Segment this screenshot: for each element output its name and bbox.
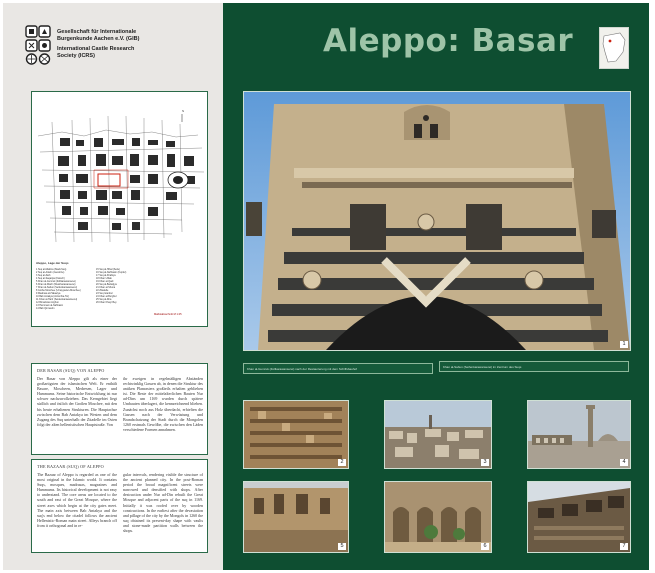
photo-4 [527,400,631,469]
legend-entry: 10 Bab Antakya (Antiochia-Tor) [36,295,69,298]
legend-entry: 2 Suq al-Attarin (Gewürze) [36,271,65,274]
legend-entry: 22 Zitadelle [96,289,109,292]
photo-1 [243,91,631,351]
org-line-1: Gesellschaft für Internationale [57,29,137,35]
legend-entry: 21 Khan al-Shuna [96,286,116,289]
legend-title: Aleppo, Lage der Suqs [36,261,69,265]
photo-number: 3 [481,459,489,466]
legend-entry: 25 Suq al-Dira [96,298,112,301]
photo-number: 6 [481,543,489,550]
syria-locator-map-icon [599,27,629,69]
photo-3 [384,400,492,469]
legend-entry: 19 Khan al-Qadi [96,280,114,283]
legend-entry: 6 Khan al-Wazir (Wesirkarawanserei) [36,283,76,286]
legend-entry: 8 Große Moschee (Umayyaden-Moschee) [36,289,81,292]
legend-entry: 5 Khan al-Gumruk (Zollkarawanserei) [36,280,76,283]
legend-entry: 14 Bab Qinnasrin [36,307,55,310]
legend-entry: 13 Hammam al-Nahhasin [36,304,64,307]
legend-entry: 4 Suq al-Saqatiya (Fleisch) [36,277,65,280]
map-legend [36,262,202,324]
text-box-english [31,459,208,553]
legend-entry: 12 Bimaristan Arghun [36,301,59,304]
legend-entry: 7 Khan al-Sabun (Seifenkarawanserei) [36,286,78,289]
caption-left: Khan al-Gumruk (Zollkarawanserei) nach der Restaurierung mit dem Schiffsbauhof [243,363,433,374]
legend-entry: 3 Suq al-Zarb [36,274,51,277]
photo-number: 7 [620,543,628,550]
legend-entry: 15 Suq al-Hibal (Seile) [96,268,120,271]
photo-number: 4 [620,459,628,466]
legend-entry: 17 Suq al-Khabiya [96,274,116,277]
english-column-2: gular intervals, rendering visible the structure of the ancient planned city. In the post-Roman period the broad magnificent streets were narrowed and densified with shops. After destruction under Nur ad-Din rebuilt the Great Mosque and adjacent parts of the suq in 1169. Initially it was roofed over by wooden constructions. In the earliest after the devastation and pillage of the city by the Mongols in 1260 the suq obtained its present-day shape with vaults and stone-made partition walls between the shops. [123,472,203,534]
scale-label: Maßstabsschnitt M 1:25 [154,313,182,316]
german-column-2: ihr zweigen in regelmäßigen Abständen rechtwinklig Gassen ab, in denen die Struktur des antiken Planrasters großteils erhalten geblieben ist. Die Reste der mittelalterlichen Bauten Nur ad-Dins um 1169 wurden durch spätere Umbauten überlagert, die kennzeichnend blieben. Zunächst noch aus Holz überdacht, erhielten die Gassen nach der Verwüstung und Brandschatzung der Stadt durch die Mongolen 1260 erstmals Gewölbe, die zwischen den Läden verschiedene Formen annahmen. [123,376,203,432]
legend-entry: 26 Khan Khayr Bey [96,301,117,304]
legend-entry: 9 Madrasa al-Halawiya [36,292,61,295]
org-line-3: International Castle Research [57,46,135,52]
photo-2 [243,400,349,469]
english-column-1: The Bazaar of Aleppo is regarded as one of the most original in the Islamic world. It contains Suqs, mosques, madrasas, magazines and Hammams. Its historical development is not easy to understand. The core areas are located to the south and east of the Great Mosque, where the street axes which begin at the city gates meet. The main axis between Bab Antakya and the suq's end below the citadel follows the ancient Hellenistic-Roman main street. Alleys branch off from it orthogonal and in re- [37,472,117,528]
legend-entry: 16 Suq al-Nahhasin (Kupfer) [96,271,127,274]
legend-entry: 20 Suq al-Bazarjiya [96,283,117,286]
photo-number: 1 [620,341,628,348]
svg-text:N: N [182,109,185,113]
org-line-4: Society (ICRS) [57,53,95,59]
photo-number: 2 [338,459,346,466]
english-heading: THE BAZAAR (SUQ) OF ALEPPO [37,464,104,469]
german-heading: DER BASAR (SUQ) VON ALEPPO [37,368,105,373]
legend-entry: 24 Khan al-Burghul [96,295,117,298]
organisation-name [57,29,217,60]
photo-6 [384,481,492,553]
right-panel [223,3,649,570]
legend-entry: 1 Suq al-Madina (Stadt-Suq) [36,268,67,271]
photo-number: 5 [338,543,346,550]
town-plan-box [31,91,208,327]
poster [3,3,649,570]
caption-right: Khan al-Sabun (Seifenkarawanserei) im Zentrum des Suqs [439,361,629,372]
text-box-german [31,363,208,455]
poster-title: Aleppo: Basar [323,23,574,59]
legend-entry: 18 Khan Ulbak [96,277,112,280]
org-line-2: Burgenkunde Aachen e.V. (GIB) [57,36,140,42]
gib-logo-icon [25,25,51,67]
left-panel [3,3,223,570]
photo-5 [243,481,349,553]
german-column-1: Der Basar von Aleppo gilt als einer der großartigsten der islamischen Welt. Er enthält Basare, Moscheen, Medresen, Lager und Hammams. Seine historische Entwicklung ist nur schwer nachzuvollziehen. Das Kerngebiet liegt südlich und östlich der Großen Moschee, mit den bis heute erhaltenen Strukturen. Die Hauptachse zwischen dem Bab Antakya im Westen und dem Zugang des Suq unterhalb der Zitadelle im Osten folgt der alten hellenistischen Hauptstraße. Von [37,376,117,427]
town-plan-map [32,92,207,257]
legend-entry: 11 Khan al-Harir (Seidenkarawanserei) [36,298,78,301]
legend-entry: 23 Suq Istanbul [96,292,113,295]
legend-column-right [96,268,174,304]
photo-7 [527,481,631,553]
